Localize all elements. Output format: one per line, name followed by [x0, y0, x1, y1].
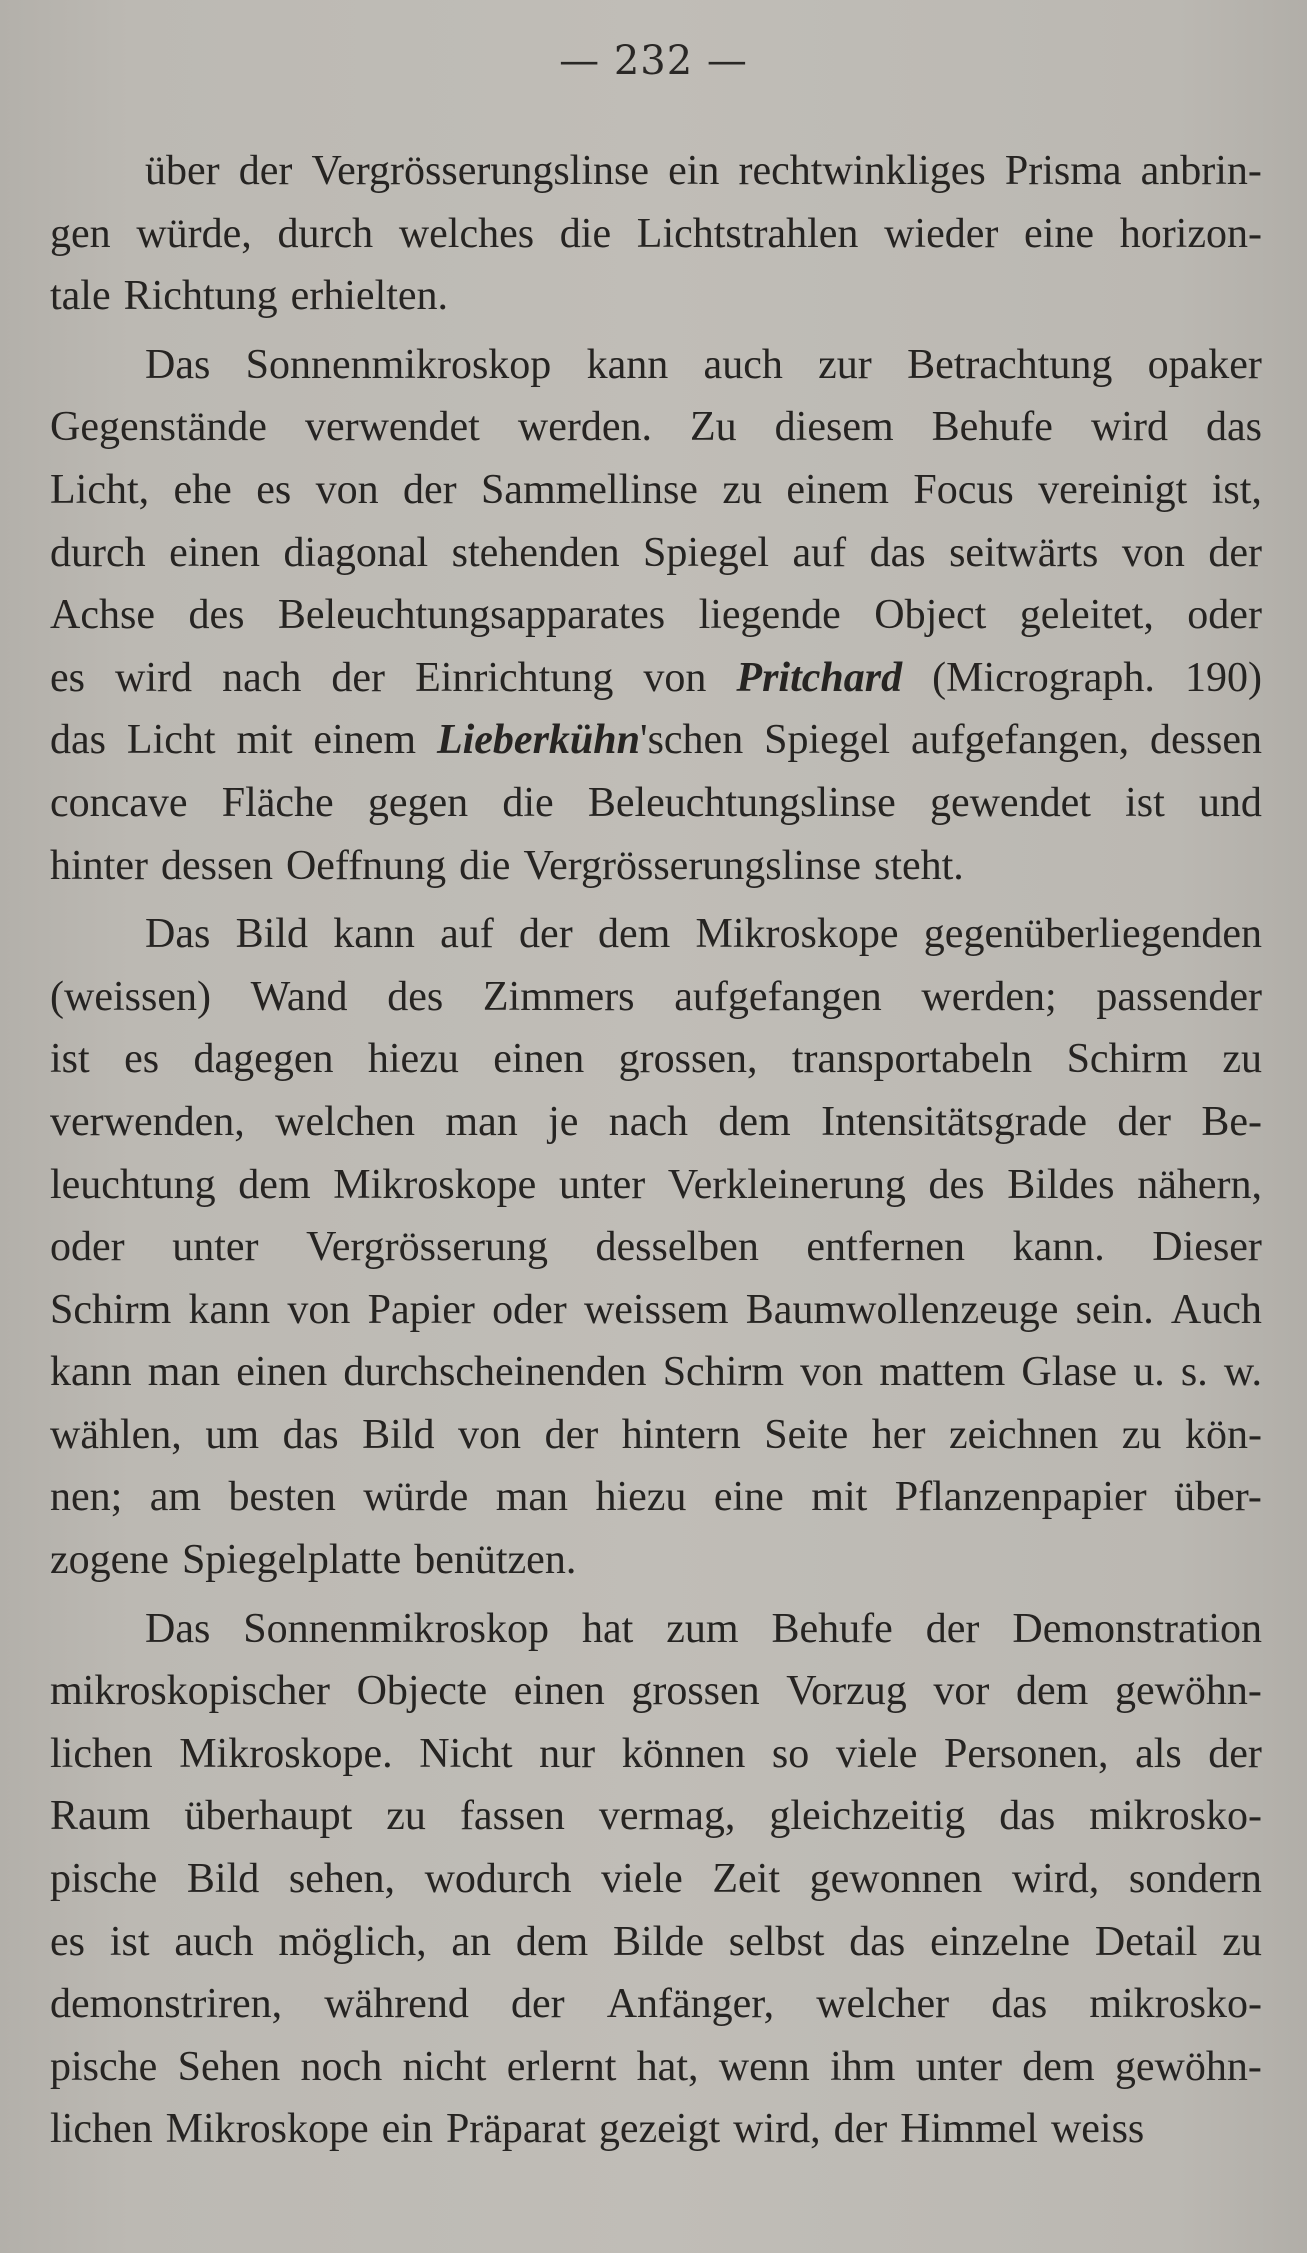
text-line: es wird nach der Einrichtung von Pritchard (Micrograph. 190): [50, 654, 1262, 701]
text-line: kann man einen durchscheinenden Schirm von mattem Glase u. s. w.: [50, 1349, 1262, 1396]
text-line: Schirm kann von Papier oder weissem Baumwollenzeuge sein. Auch: [50, 1286, 1262, 1333]
body-text: [50, 140, 1262, 2161]
text-line: zogene Spiegelplatte benützen.: [50, 1537, 577, 1584]
text-line: pische Sehen noch nicht erlernt hat, wenn ihm unter dem gewöhn-: [50, 2043, 1262, 2090]
text-line: nen; am besten würde man hiezu eine mit Pflanzenpapier über-: [50, 1474, 1262, 1521]
text-line: demonstriren, während der Anfänger, welcher das mikrosko-: [50, 1981, 1262, 2028]
text-line: lichen Mikroskope. Nicht nur können so viele Personen, als der: [50, 1730, 1262, 1777]
text-line: gen würde, durch welches die Lichtstrahlen wieder eine horizon-: [50, 210, 1262, 257]
text-line: Das Bild kann auf der dem Mikroskope gegenüberliegenden: [145, 911, 1262, 958]
paragraph: [50, 1598, 1262, 2161]
text-line: mikroskopischer Objecte einen grossen Vorzug vor dem gewöhn-: [50, 1668, 1262, 1715]
paragraph: [50, 903, 1262, 1592]
paragraph: [50, 334, 1262, 897]
paragraph: [50, 140, 1262, 328]
text-line: ist es dagegen hiezu einen grossen, transportabeln Schirm zu: [50, 1036, 1262, 1083]
text-line: hinter dessen Oeffnung die Vergrösserungslinse steht.: [50, 842, 964, 889]
text-line: Achse des Beleuchtungsapparates liegende Object geleitet, oder: [50, 592, 1262, 639]
text-line: Gegenstände verwendet werden. Zu diesem Behufe wird das: [50, 404, 1262, 451]
text-line: wählen, um das Bild von der hintern Seite her zeichnen zu kön-: [50, 1411, 1262, 1458]
text-line: über der Vergrösserungslinse ein rechtwinkliges Prisma anbrin-: [145, 148, 1262, 194]
text-line: Licht, ehe es von der Sammellinse zu einem Focus vereinigt ist,: [50, 466, 1262, 513]
text-line: leuchtung dem Mikroskope unter Verkleinerung des Bildes nähern,: [50, 1161, 1262, 1208]
text-line: Raum überhaupt zu fassen vermag, gleichzeitig das mikrosko-: [50, 1793, 1262, 1840]
text-line: Das Sonnenmikroskop kann auch zur Betrachtung opaker: [145, 341, 1262, 388]
text-line: (weissen) Wand des Zimmers aufgefangen werden; passender: [50, 973, 1262, 1020]
page-number: — 232 —: [559, 38, 748, 84]
text-line: durch einen diagonal stehenden Spiegel auf das seitwärts von der: [50, 529, 1262, 576]
text-line: das Licht mit einem Lieberkühn'schen Spiegel aufgefangen, dessen: [50, 717, 1262, 764]
text-line: es ist auch möglich, an dem Bilde selbst das einzelne Detail zu: [50, 1918, 1262, 1965]
text-line: pische Bild sehen, wodurch viele Zeit gewonnen wird, sondern: [50, 1856, 1262, 1903]
text-line: oder unter Vergrösserung desselben entfernen kann. Dieser: [50, 1224, 1262, 1271]
text-line: tale Richtung erhielten.: [50, 273, 449, 320]
text-line: concave Fläche gegen die Beleuchtungslinse gewendet ist und: [50, 779, 1262, 826]
text-line: verwenden, welchen man je nach dem Intensitätsgrade der Be-: [50, 1098, 1262, 1145]
text-line: lichen Mikroskope ein Präparat gezeigt wird, der Himmel weiss: [50, 2106, 1145, 2153]
text-line: Das Sonnenmikroskop hat zum Behufe der Demonstration: [145, 1605, 1262, 1652]
